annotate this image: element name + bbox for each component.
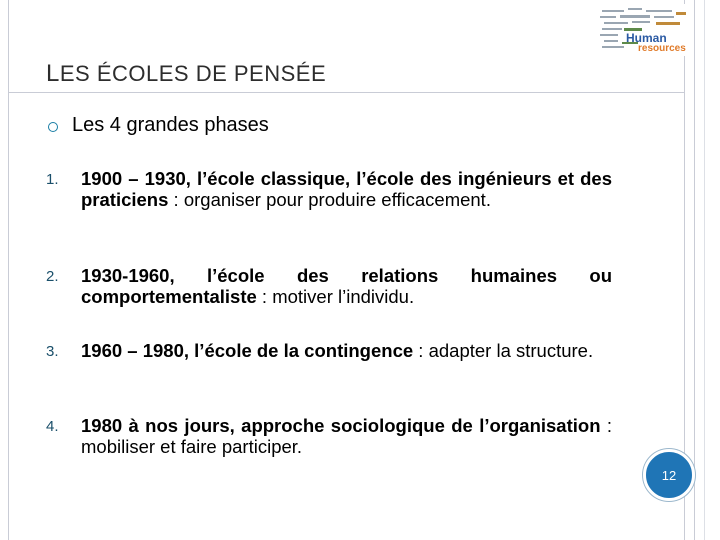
item-body [81,415,612,457]
item-rest-text: : organiser pour produire efficacement. [168,189,491,210]
slide-title [46,60,326,88]
item-rest-text: : adapter la structure. [413,340,594,361]
bullet-text: Les 4 grandes phases [72,114,269,136]
item-number: 1. [46,171,59,188]
bullet-row [48,114,269,137]
frame-right-line [704,0,705,540]
title-first-letter: L [46,60,60,87]
item-body [81,168,612,210]
item-body [81,265,612,307]
list-item [46,168,612,210]
item-rest-text: : mobiliser et faire participer. [81,415,613,457]
item-number: 2. [46,268,59,285]
logo-word-human: Human [626,31,667,45]
logo-word-resources: resources [638,43,686,54]
list-item [46,415,612,457]
frame-left-line [8,0,9,540]
item-bold-text: 1960 – 1980, l’école de la contingence [81,340,414,361]
item-bold-text: 1980 à nos jours, approche sociologique de l’organisation [81,415,601,436]
frame-right-line [694,0,695,540]
item-rest-text: : motiver l’individu. [256,286,415,307]
item-number: 3. [46,343,59,360]
list-item [46,340,612,361]
bullet-circle-icon [48,122,58,132]
item-bold-text: 1930-1960, l’école des relations humaines ou comportementaliste [81,265,612,307]
title-rest: ES ÉCOLES DE PENSÉE [59,61,327,86]
item-body [81,340,612,361]
page-number-badge: 12 [643,449,695,501]
list-item [46,265,612,307]
human-resources-logo [598,4,690,56]
item-bold-text: 1900 – 1930, l’école classique, l’école des ingénieurs et des praticiens [81,168,612,210]
item-number: 4. [46,418,59,435]
title-divider [8,92,685,93]
